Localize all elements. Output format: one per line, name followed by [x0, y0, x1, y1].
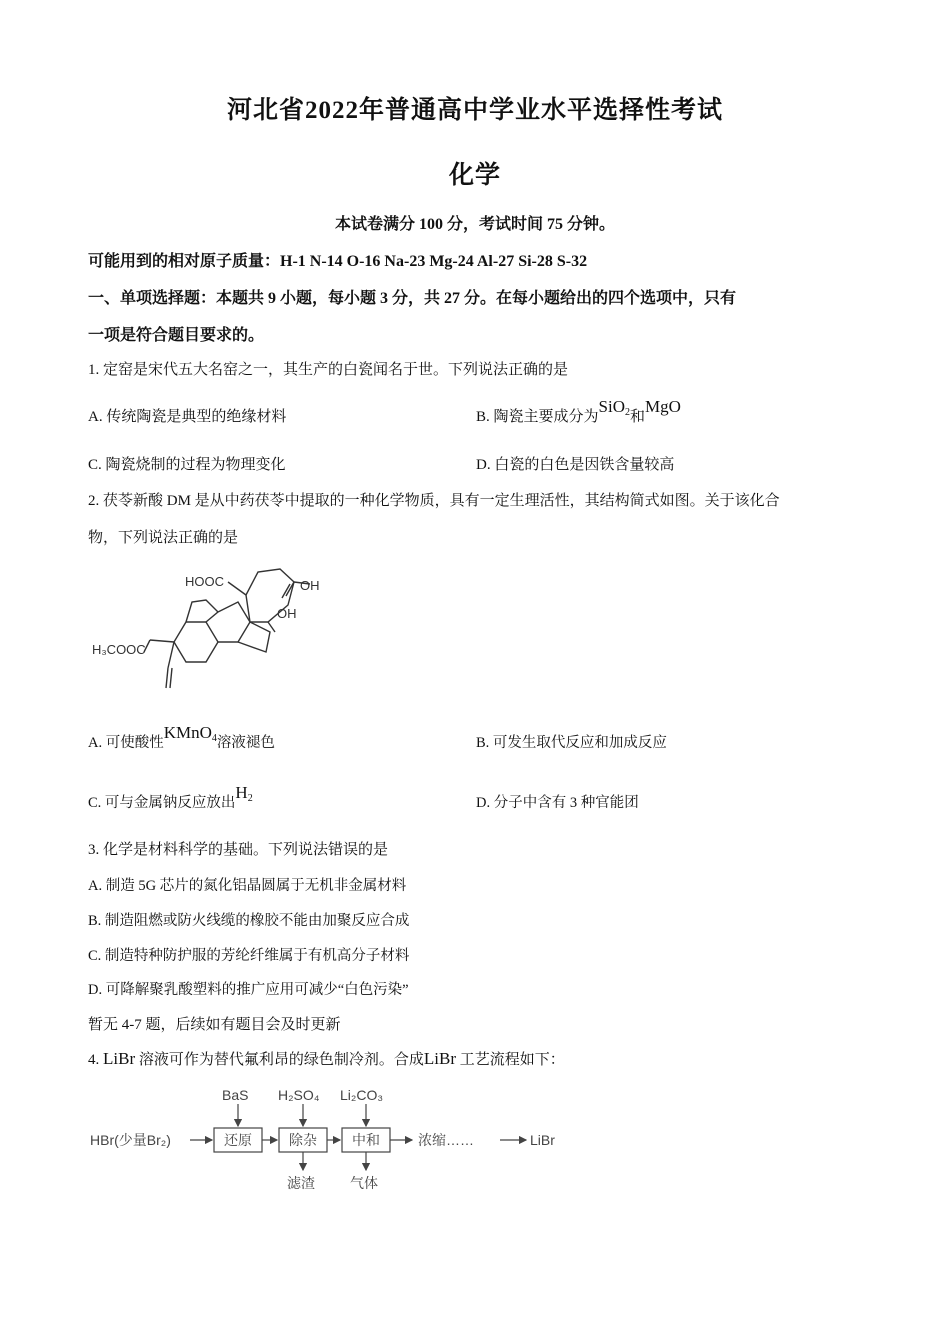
q4-formula-libr-1: LiBr — [103, 1049, 136, 1068]
exam-info: 本试卷满分 100 分，考试时间 75 分钟。 — [334, 216, 615, 233]
q3-stem: 3. 化学是材料科学的基础。下列说法错误的是 — [88, 842, 389, 858]
q3-option-a: A. 制造 5G 芯片的氮化铝晶圆属于无机非金属材料 — [88, 878, 407, 894]
q1-and: 和 — [629, 409, 645, 425]
flow-product: LiBr — [530, 1132, 555, 1148]
q1-stem: 1. 定窑是宋代五大名窑之一，其生产的白瓷闻名于世。下列说法正确的是 — [88, 362, 569, 378]
q2-stem-line1: 2. 茯苓新酸 DM 是从中药茯苓中提取的一种化学物质，具有一定生理活性，其结构简式如图。关于该化合 — [88, 493, 780, 509]
q4-stem: 4. LiBr 溶液可作为替代氟利昂的绿色制冷剂。合成LiBr 工艺流程如下： — [88, 1049, 565, 1068]
q2-option-a — [88, 723, 275, 753]
section-heading-line2: 一项是符合题目要求的。 — [88, 327, 265, 344]
q1-option-d: D. 白瓷的白色是因铁含量较高 — [476, 457, 675, 473]
q2-option-d: D. 分子中含有 3 种官能团 — [476, 795, 639, 811]
flow-output-gas: 气体 — [350, 1175, 378, 1191]
q3-option-c: C. 制造特种防护服的芳纶纤维属于有机高分子材料 — [88, 948, 410, 964]
q1-option-b — [476, 397, 681, 427]
notice-text: 暂无 4-7 题，后续如有题目会及时更新 — [88, 1017, 341, 1033]
q1-formula-sio2: SiO$_2$ — [598, 397, 630, 418]
label-hooc: HOOC — [185, 574, 224, 589]
flow-step-concentrate: 浓缩…… — [418, 1132, 474, 1148]
q2-option-b: B. 可发生取代反应和加成反应 — [476, 735, 667, 751]
label-h3cooc: H₃COOC — [92, 642, 146, 657]
section-heading-line1: 一、单项选择题：本题共 9 小题，每小题 3 分，共 27 分。在每小题给出的四个选项中，只有 — [88, 290, 737, 307]
label-oh-1: OH — [300, 578, 320, 593]
q2-formula-h2: $H_2$ — [235, 783, 253, 804]
flow-step-neutralize: 中和 — [352, 1132, 380, 1148]
label-oh-2: OH — [277, 606, 297, 621]
flow-reagent-bas: BaS — [222, 1087, 249, 1103]
q2-formula-kmno4: KMnO$_4$ — [163, 723, 217, 744]
flow-step-reduce: 还原 — [224, 1132, 252, 1148]
q1-option-a: A. 传统陶瓷是典型的绝缘材料 — [88, 409, 287, 425]
q4-process-flow — [88, 1082, 578, 1197]
subject-title: 化学 — [448, 162, 501, 189]
exam-title: 河北省2022年普通高中学业水平选择性考试 — [226, 97, 723, 124]
q2-structure-diagram — [88, 560, 338, 695]
q1-formula-mgo: MgO — [645, 397, 681, 416]
q1-option-c: C. 陶瓷烧制的过程为物理变化 — [88, 457, 286, 473]
q2-option-c-text: C. 可与金属钠反应放出 — [88, 795, 236, 811]
flow-reagent-h2so4: H₂SO₄ — [278, 1087, 320, 1103]
flow-input: HBr(少量Br₂) — [90, 1132, 171, 1148]
q2-option-c — [88, 783, 253, 813]
q3-option-d: D. 可降解聚乳酸塑料的推广应用可减少“白色污染” — [88, 982, 409, 998]
atomic-masses: 可能用到的相对原子质量：H-1 N-14 O-16 Na-23 Mg-24 Al-27 Si-28 S-32 — [88, 253, 588, 270]
flow-output-residue: 滤渣 — [287, 1175, 315, 1191]
q2-option-a-text: A. 可使酸性 — [88, 735, 164, 751]
q2-option-a-suffix: 溶液褪色 — [216, 735, 275, 751]
q3-option-b: B. 制造阻燃或防火线缆的橡胶不能由加聚反应合成 — [88, 913, 410, 929]
flow-step-purify: 除杂 — [289, 1132, 317, 1148]
q4-formula-libr-2: LiBr — [423, 1049, 456, 1068]
q1-option-b-text: B. 陶瓷主要成分为 — [476, 409, 599, 425]
q2-stem-line2: 物，下列说法正确的是 — [88, 530, 239, 546]
flow-reagent-li2co3: Li₂CO₃ — [340, 1087, 384, 1103]
